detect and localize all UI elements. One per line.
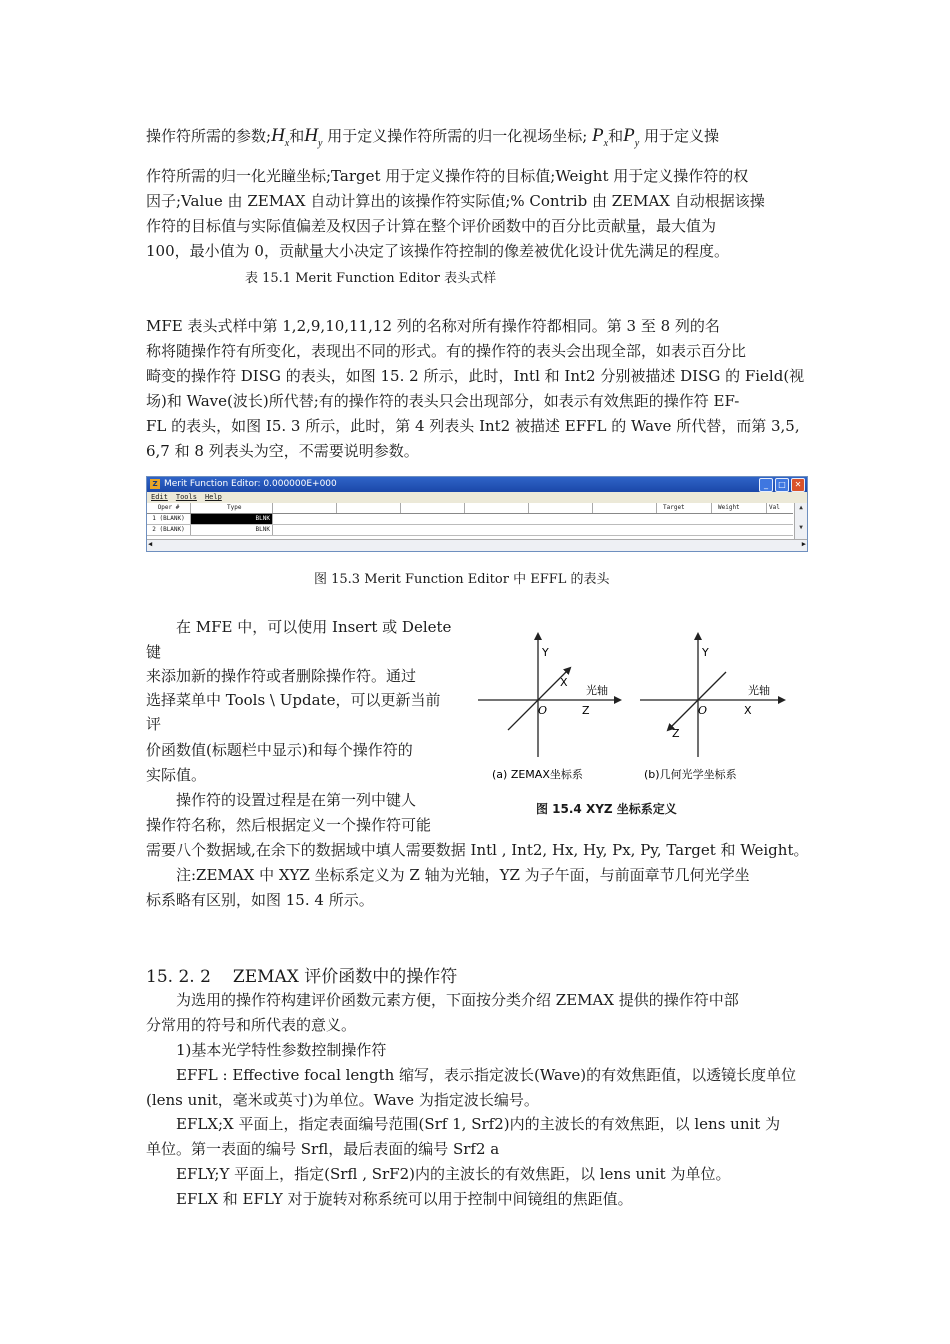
text-define: 用于定义操 [639,127,719,145]
paragraph-line: 在 MFE 中，可以使用 Insert 或 Delete [176,618,452,636]
zemax-axes [478,634,620,781]
scroll-left-icon[interactable]: ◀ [148,540,153,548]
geometric-axes [640,634,784,781]
z-axis-b [668,672,726,730]
scroll-up-icon[interactable]: ▲ [799,504,803,511]
paragraph-line: 6,7 和 8 列表头为空，不需要说明参数。 [146,442,419,460]
xyz-coordinate-diagram [472,622,802,822]
text-field-coords: 用于定义操作符所需的归一化视场坐标; [322,127,593,145]
scroll-right-icon[interactable]: ▶ [801,540,806,548]
window-titlebar[interactable] [147,477,807,492]
row-type[interactable]: BLNK [191,525,273,535]
row-number: 1 (BLANK) [147,514,191,524]
caption-a: (a) ZEMAX坐标系 [492,768,583,781]
figure-caption-15-4: 图 15.4 XYZ 坐标系定义 [536,802,677,816]
text-params: 操作符所需的参数; [146,127,272,145]
paragraph-line: 分常用的符号和所代表的意义。 [146,1016,357,1034]
section-title: ZEMAX 评价函数中的操作符 [232,967,458,987]
row-number: 2 (BLANK) [147,525,191,535]
paragraph-line: 价函数值(标题栏中显示)和每个操作符的 [146,741,413,759]
paragraph-line: 键 [146,643,162,661]
table-row[interactable] [147,514,793,525]
paragraph-line: 操作符名称，然后根据定义一个操作符可能 [146,816,432,834]
paragraph-top-line-1 [146,126,719,154]
paragraph-line: 作符的目标值与实际值偏差及权因子计算在整个评价函数中的百分比贡献量，最大值为 [146,217,717,235]
window-title: Merit Function Editor: 0.000000E+000 [164,479,337,489]
menu-help[interactable]: Help [204,493,222,501]
vertical-scrollbar[interactable] [794,503,807,539]
paragraph-line: 称将随操作符有所变化，表现出不同的形式。有的操作符的表头会出现全部，如表示百分比 [146,342,747,360]
paragraph-line: EFLX;X 平面上，指定表面编号范围(Srf 1, Srf2)内的主波长的有效焦距，以 lens unit 为 [176,1115,781,1133]
py-symbol: $P_y$ [623,125,640,149]
paragraph-line: 为选用的操作符构建评价函数元素方便，下面按分类介绍 ZEMAX 提供的操作符中部 [176,991,739,1009]
row-type-selected[interactable]: BLNK [191,514,273,524]
paragraph-line: 操作符的设置过程是在第一列中键人 [176,791,417,809]
header-oper[interactable]: Oper # [147,503,191,513]
paragraph-line: 因子;Value 由 ZEMAX 自动计算出的该操作符实际值;% Contrib 由 ZEMAX 自动根据该操 [146,192,765,210]
paragraph-line: MFE 表头式样中第 1,2,9,10,11,12 列的名称对所有操作符都相同。第 3 至 8 列的名 [146,317,720,335]
label-x-b: X [744,704,752,717]
section-number: 15. 2. 2 [146,967,211,987]
paragraph-line: 来添加新的操作符或者删除操作符。通过 [146,667,417,685]
label-z-a: Z [582,704,590,717]
label-z-b: Z [672,727,680,740]
header-col7[interactable] [529,503,593,513]
hx-symbol: $H_x$ [271,125,290,149]
header-row [147,503,793,514]
paragraph-line: 选择菜单中 Tools \ Update，可以更新当前 [146,691,441,709]
figure-caption-15-3: 图 15.3 Merit Function Editor 中 EFFL 的表头 [314,572,610,587]
text-and: 和 [608,127,624,145]
paragraph-line: EFLY;Y 平面上，指定(Srfl , SrF2)内的主波长的有效焦距，以 lens unit 为单位。 [176,1165,731,1183]
label-y-a: Y [542,646,549,659]
menubar [147,492,807,503]
header-col8[interactable] [593,503,657,513]
scroll-down-icon[interactable]: ▼ [799,524,803,531]
minimize-icon[interactable]: _ [759,478,773,492]
label-o-a: O [538,704,548,717]
paragraph-line: EFLX 和 EFLY 对于旋转对称系统可以用于控制中间镜组的焦距值。 [176,1190,633,1208]
label-o-b: O [698,704,708,717]
label-y-b: Y [702,646,709,659]
paragraph-line: FL 的表头，如图 I5. 3 所示，此时，第 4 列表头 Int2 被描述 EFFL 的 Wave 所代替，而第 3,5, [146,417,800,435]
header-col4[interactable] [337,503,401,513]
section-heading [146,962,479,987]
paragraph-line: 单位。第一表面的编号 Srfl，最后表面的编号 Srf2 a [146,1140,500,1158]
paragraph-line: 1)基本光学特性参数控制操作符 [176,1041,387,1059]
coordinate-systems-svg [472,622,802,822]
caption-b: (b)几何光学坐标系 [644,768,737,781]
header-col5[interactable] [401,503,465,513]
label-axis-b: 光轴 [748,684,770,697]
paragraph-line: 100，最小值为 0，贡献量大小决定了该操作符控制的像差被优化设计优先满足的程度。 [146,242,729,260]
scroll-thumb[interactable] [795,513,807,523]
merit-function-editor-window [146,476,808,552]
paragraph-line: 注:ZEMAX 中 XYZ 坐标系定义为 Z 轴为光轴，YZ 为子午面，与前面章节几何光学坐 [176,866,750,884]
close-icon[interactable]: ✕ [791,478,805,492]
paragraph-line: 场)和 Wave(波长)所代替;有的操作符的表头只会出现部分，如表示有效焦距的操作符 EF- [146,392,740,410]
table-row[interactable] [147,525,793,536]
paragraph-line: 作符所需的归一化光瞳坐标;Target 用于定义操作符的目标值;Weight 用于定义操作符的权 [146,167,749,185]
table-caption: 表 15.1 Merit Function Editor 表头式样 [245,271,497,286]
hy-symbol: $H_y$ [304,125,323,149]
text-and: 和 [289,127,305,145]
paragraph-line: 需要八个数据域,在余下的数据域中填人需要数据 Intl , Int2, Hx, Hy, Px, Py, Target 和 Weight。 [146,841,809,859]
header-type[interactable]: Type [191,503,273,513]
paragraph-line: 畸变的操作符 DISG 的表头，如图 15. 2 所示，此时，Intl 和 Int2 分别被描述 DISG 的 Field(视 [146,367,805,385]
header-value[interactable]: Val [769,504,780,511]
maximize-icon[interactable]: □ [775,478,789,492]
px-symbol: $P_x$ [592,125,609,149]
window-controls [757,478,805,493]
editor-grid [147,503,807,539]
header-col3[interactable] [273,503,337,513]
header-weight[interactable]: Weight [712,503,767,513]
paragraph-line: EFFL : Effective focal length 缩写，表示指定波长(Wave)的有效焦距值，以透镜长度单位 [176,1066,797,1084]
paragraph-line: 实际值。 [146,766,207,784]
label-x-a: X [560,676,568,689]
header-col6[interactable] [465,503,529,513]
paragraph-line: 标系略有区别，如图 15. 4 所示。 [146,891,374,909]
label-axis-a: 光轴 [586,684,608,697]
paragraph-line: (lens unit，毫米或英寸)为单位。Wave 为指定波长编号。 [146,1091,539,1109]
app-icon: Z [150,479,160,489]
menu-tools[interactable]: Tools [175,493,197,501]
horizontal-scrollbar[interactable] [147,539,807,551]
menu-edit[interactable]: Edit [151,493,168,501]
header-target[interactable]: Target [657,503,712,513]
paragraph-line: 评 [146,715,162,733]
